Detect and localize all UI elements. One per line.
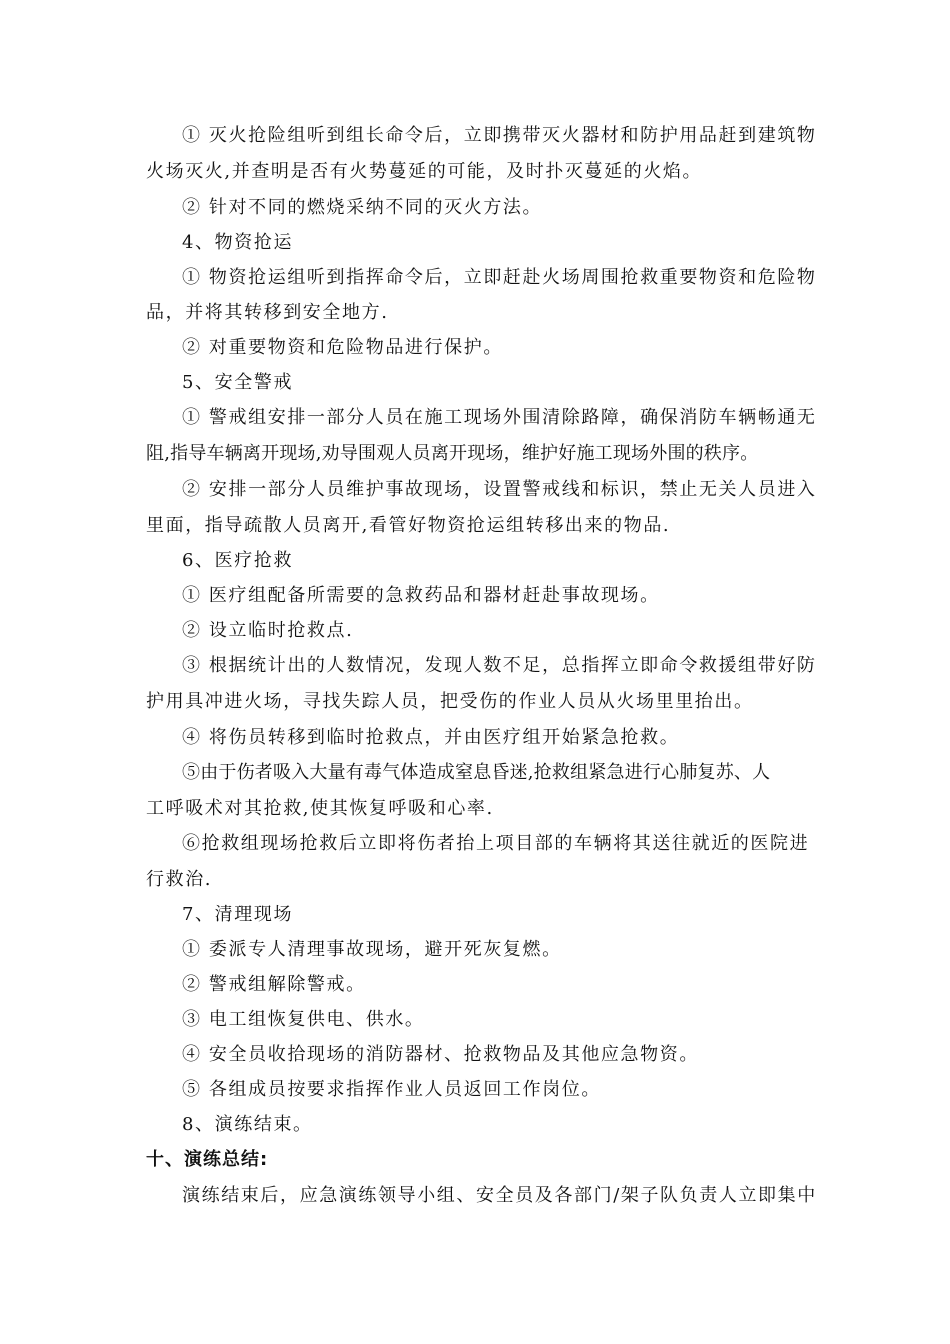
- paragraph-line: 演练结束后，应急演练领导小组、安全员及各部门/架子队负责人立即集中: [182, 1185, 817, 1206]
- section-heading: 十、演练总结:: [146, 1149, 269, 1170]
- paragraph-line: 阻,指导车辆离开现场,劝导围观人员离开现场，维护好施工现场外围的秩序。: [146, 443, 759, 464]
- paragraph-line: 行救治.: [146, 869, 213, 890]
- paragraph-line: ① 物资抢运组听到指挥命令后，立即赶赴火场周围抢救重要物资和危险物: [182, 267, 817, 288]
- paragraph-line: ④ 安全员收拾现场的消防器材、抢救物品及其他应急物资。: [182, 1044, 699, 1065]
- paragraph-line: 护用具冲进火场，寻找失踪人员，把受伤的作业人员从火场里里抬出。: [146, 691, 754, 712]
- paragraph-line: ② 针对不同的燃烧采纳不同的灭火方法。: [182, 197, 543, 218]
- paragraph-line: ② 警戒组解除警戒。: [182, 974, 366, 995]
- paragraph-line: ① 医疗组配备所需要的急救药品和器材赶赴事故现场。: [182, 585, 660, 606]
- section-subheading: 6、医疗抢救: [182, 550, 294, 571]
- section-subheading: 4、物资抢运: [182, 232, 294, 253]
- paragraph-line: ⑤由于伤者吸入大量有毒气体造成窒息昏迷,抢救组紧急进行心肺复苏、人: [182, 762, 771, 783]
- paragraph-line: ⑤ 各组成员按要求指挥作业人员返回工作岗位。: [182, 1079, 601, 1100]
- paragraph-line: 里面，指导疏散人员离开,看管好物资抢运组转移出来的物品.: [146, 515, 671, 536]
- paragraph-line: 品，并将其转移到安全地方.: [146, 302, 389, 323]
- paragraph-line: ② 安排一部分人员维护事故现场，设置警戒线和标识，禁止无关人员进入: [182, 479, 817, 500]
- paragraph-line: ② 对重要物资和危险物品进行保护。: [182, 337, 503, 358]
- section-subheading: 8、演练结束。: [182, 1114, 313, 1135]
- paragraph-line: ② 设立临时抢救点.: [182, 620, 354, 641]
- paragraph-line: ① 警戒组安排一部分人员在施工现场外围清除路障，确保消防车辆畅通无: [182, 407, 817, 428]
- paragraph-line: ① 灭火抢险组听到组长命令后，立即携带灭火器材和防护用品赶到建筑物: [182, 125, 817, 146]
- paragraph-line: ③ 电工组恢复供电、供水。: [182, 1009, 425, 1030]
- paragraph-line: ④ 将伤员转移到临时抢救点，并由医疗组开始紧急抢救。: [182, 727, 680, 748]
- paragraph-line: ③ 根据统计出的人数情况，发现人数不足，总指挥立即命令救援组带好防: [182, 655, 817, 676]
- paragraph-line: ⑥抢救组现场抢救后立即将伤者抬上项目部的车辆将其送往就近的医院进: [182, 833, 810, 854]
- section-subheading: 7、清理现场: [182, 904, 294, 925]
- paragraph-line: ① 委派专人清理事故现场，避开死灰复燃。: [182, 939, 562, 960]
- paragraph-line: 火场灭火,并查明是否有火势蔓延的可能，及时扑灭蔓延的火焰。: [146, 161, 703, 182]
- paragraph-line: 工呼吸术对其抢救,使其恢复呼吸和心率.: [146, 798, 494, 819]
- section-subheading: 5、安全警戒: [182, 372, 294, 393]
